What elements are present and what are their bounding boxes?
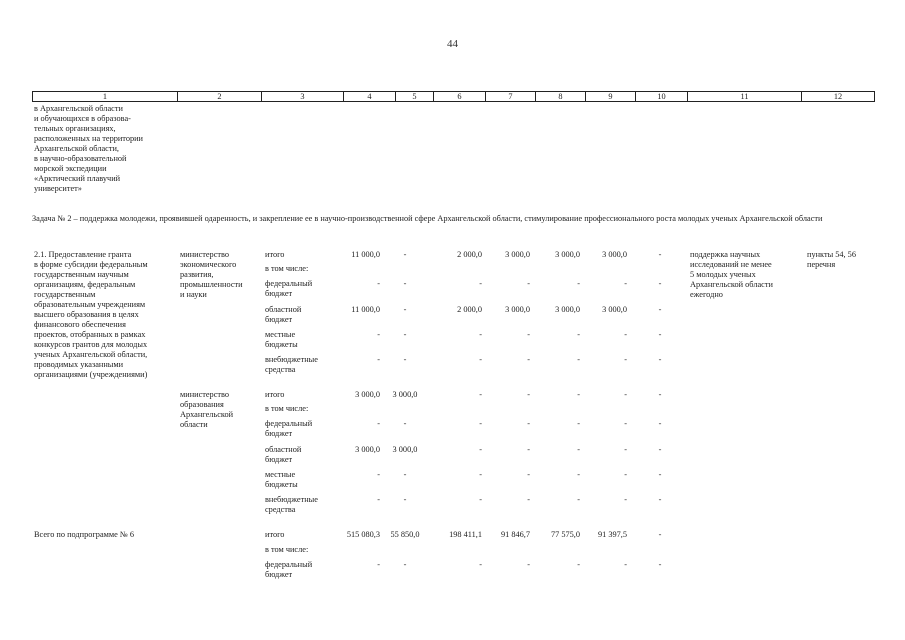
funding-value-col-9: -: [624, 470, 627, 479]
funding-source-label: [265, 279, 312, 299]
column-header-12: 12: [801, 92, 874, 101]
funding-value-col-9: -: [624, 330, 627, 339]
funding-value-col-7: 3 000,0: [505, 250, 530, 259]
funding-value-col-9: -: [624, 495, 627, 504]
funding-source-label: [265, 390, 284, 400]
funding-value-col-7: -: [527, 495, 530, 504]
text-line: в форме субсидии федеральным: [34, 260, 148, 269]
funding-value-col-9: -: [624, 445, 627, 454]
funding-value-col-6: -: [479, 279, 482, 288]
funding-value-col-4: 11 000,0: [351, 250, 380, 259]
funding-value-col-6: -: [479, 470, 482, 479]
page-number: 44: [447, 38, 458, 50]
reference-note: [807, 250, 856, 270]
funding-value-col-6: -: [479, 390, 482, 399]
text-line: финансового обеспечения: [34, 320, 126, 329]
funding-value-col-10: -: [658, 470, 662, 479]
funding-value-col-6: 2 000,0: [457, 305, 482, 314]
funding-value-col-7: -: [527, 419, 530, 428]
funding-value-col-4: -: [377, 330, 380, 339]
text-line: министерство: [180, 250, 230, 259]
funding-value-col-10: -: [658, 560, 662, 569]
text-line: местные: [265, 330, 296, 339]
text-line: внебюджетные: [265, 355, 318, 364]
text-line: расположенных на территории: [34, 134, 143, 143]
funding-value-col-4: 11 000,0: [351, 305, 380, 314]
text-line: образовательным учреждениям: [34, 300, 146, 309]
funding-value-col-5: -: [403, 305, 407, 314]
text-line: бюджет: [265, 315, 293, 324]
text-line: в том числе:: [265, 404, 309, 413]
text-line: в Архангельской области: [34, 104, 123, 113]
text-line: Архангельской области,: [34, 144, 119, 153]
funding-value-col-9: -: [624, 390, 627, 399]
text-line: экономического: [180, 260, 237, 269]
funding-source-label: [265, 530, 284, 540]
text-line: тельных организациях,: [34, 124, 116, 133]
subprogram-total-label: Всего по подпрограмме № 6: [34, 530, 135, 539]
text-line: конкурсов грантов для молодых: [34, 340, 148, 349]
text-line: местные: [265, 470, 296, 479]
funding-value-col-5: 3 000,0: [392, 445, 418, 454]
funding-value-col-5: -: [403, 560, 407, 569]
funding-value-col-4: -: [377, 560, 380, 569]
column-header-8: 8: [535, 92, 585, 101]
funding-value-col-6: -: [479, 419, 482, 428]
funding-value-col-6: -: [479, 495, 482, 504]
column-header-10: 10: [635, 92, 687, 101]
text-line: бюджет: [265, 455, 293, 464]
funding-value-col-4: -: [377, 495, 380, 504]
text-line: перечня: [807, 260, 836, 269]
text-line: проводимых указанными: [34, 360, 124, 369]
text-line: бюджеты: [265, 480, 298, 489]
funding-source-label: [265, 545, 308, 555]
funding-value-col-6: 2 000,0: [457, 250, 482, 259]
text-line: организациям, федеральным: [34, 280, 136, 289]
column-header-5: 5: [395, 92, 433, 101]
executor-ministry-economy: [180, 250, 243, 300]
text-line: в том числе:: [265, 264, 309, 273]
text-line: поддержка научных: [690, 250, 761, 259]
text-line: федеральный: [265, 419, 313, 428]
funding-value-col-9: 3 000,0: [602, 305, 627, 314]
column-header-9: 9: [585, 92, 635, 101]
funding-value-col-7: -: [527, 560, 530, 569]
task-heading: Задача № 2 – поддержка молодежи, проявившей одаренность, и закрепление ее в научно-производственной сфере Архангельской области, стимулирование профессионального роста молодых ученых Архангельской области: [32, 214, 823, 223]
funding-value-col-5: -: [403, 495, 407, 504]
funding-value-col-6: -: [479, 445, 482, 454]
funding-value-col-4: 3 000,0: [355, 445, 380, 454]
text-line: в том числе:: [265, 545, 309, 554]
funding-value-col-9: 3 000,0: [602, 250, 627, 259]
funding-value-col-4: -: [377, 419, 380, 428]
funding-value-col-7: -: [527, 390, 530, 399]
funding-source-label: [265, 330, 298, 350]
funding-value-col-8: 3 000,0: [555, 305, 580, 314]
text-line: федеральный: [265, 279, 313, 288]
text-line: ежегодно: [690, 290, 723, 299]
funding-value-col-10: -: [658, 250, 662, 259]
text-line: бюджет: [265, 429, 293, 438]
funding-value-col-7: -: [527, 279, 530, 288]
funding-value-col-8: -: [577, 495, 580, 504]
funding-value-col-8: 3 000,0: [555, 250, 580, 259]
text-line: государственным научным: [34, 270, 129, 279]
funding-value-col-9: -: [624, 355, 627, 364]
funding-value-col-10: -: [658, 419, 662, 428]
funding-value-col-5: 3 000,0: [392, 390, 418, 399]
funding-value-col-8: 77 575,0: [550, 530, 580, 539]
funding-value-col-5: -: [403, 279, 407, 288]
funding-value-col-6: 198 411,1: [449, 530, 482, 539]
text-line: в научно-образовательной: [34, 154, 127, 163]
column-header-2: 2: [177, 92, 261, 101]
funding-value-col-8: -: [577, 355, 580, 364]
text-line: проектов, отобранных в рамках: [34, 330, 146, 339]
expected-result: [690, 250, 773, 300]
funding-value-col-10: -: [658, 355, 662, 364]
text-line: высшего образования в целях: [34, 310, 139, 319]
funding-source-label: [265, 250, 284, 260]
text-line: областной: [265, 445, 302, 454]
funding-value-col-7: 91 846,7: [500, 530, 530, 539]
text-line: университет»: [34, 184, 82, 193]
funding-value-col-8: -: [577, 330, 580, 339]
funding-value-col-9: -: [624, 279, 627, 288]
measure-name: [34, 250, 148, 380]
text-line: «Арктический плавучий: [34, 174, 121, 183]
funding-value-col-9: -: [624, 560, 627, 569]
funding-value-col-4: 515 080,3: [346, 530, 380, 539]
column-header-7: 7: [485, 92, 535, 101]
funding-value-col-8: -: [577, 419, 580, 428]
funding-value-col-7: -: [527, 445, 530, 454]
text-line: области: [180, 420, 208, 429]
text-line: государственным: [34, 290, 96, 299]
text-line: образования: [180, 400, 224, 409]
text-line: бюджет: [265, 570, 293, 579]
text-line: организациями (учреждениями): [34, 370, 148, 379]
column-header-6: 6: [433, 92, 485, 101]
funding-value-col-7: -: [527, 330, 530, 339]
funding-value-col-10: -: [658, 279, 662, 288]
funding-value-col-7: -: [527, 470, 530, 479]
continued-measure-name: [34, 104, 143, 194]
funding-source-label: [265, 404, 308, 414]
text-line: итого: [265, 390, 285, 399]
text-line: промышленности: [180, 280, 243, 289]
text-line: бюджеты: [265, 340, 298, 349]
funding-source-label: [265, 560, 312, 580]
funding-value-col-6: -: [479, 355, 482, 364]
text-line: федеральный: [265, 560, 313, 569]
column-header-11: 11: [687, 92, 801, 101]
funding-value-col-4: -: [377, 470, 380, 479]
text-line: областной: [265, 305, 302, 314]
text-line: средства: [265, 365, 296, 374]
funding-value-col-5: -: [403, 419, 407, 428]
funding-value-col-6: -: [479, 330, 482, 339]
text-line: морской экспедиции: [34, 164, 107, 173]
funding-value-col-10: -: [658, 530, 662, 539]
column-header-4: 4: [343, 92, 395, 101]
text-line: средства: [265, 505, 296, 514]
funding-source-label: [265, 445, 301, 465]
funding-value-col-10: -: [658, 495, 662, 504]
text-line: пункты 54, 56: [807, 250, 856, 259]
funding-value-col-6: -: [479, 560, 482, 569]
text-line: бюджет: [265, 289, 293, 298]
funding-value-col-10: -: [658, 390, 662, 399]
funding-value-col-8: -: [577, 390, 580, 399]
text-line: Архангельской: [180, 410, 234, 419]
text-line: министерство: [180, 390, 230, 399]
funding-value-col-9: -: [624, 419, 627, 428]
funding-value-col-8: -: [577, 445, 580, 454]
funding-value-col-8: -: [577, 560, 580, 569]
funding-source-label: [265, 305, 301, 325]
funding-value-col-4: -: [377, 279, 380, 288]
funding-value-col-5: 55 850,0: [390, 530, 420, 539]
funding-value-col-8: -: [577, 279, 580, 288]
funding-value-col-10: -: [658, 445, 662, 454]
text-line: и обучающихся в образова-: [34, 114, 131, 123]
column-header-3: 3: [261, 92, 343, 101]
text-line: Архангельской области: [690, 280, 773, 289]
column-header-row: [32, 91, 875, 102]
funding-source-label: [265, 264, 308, 274]
funding-value-col-9: 91 397,5: [597, 530, 627, 539]
text-line: развития,: [180, 270, 214, 279]
text-line: итого: [265, 530, 285, 539]
funding-value-col-5: -: [403, 330, 407, 339]
text-line: 2.1. Предоставление гранта: [34, 250, 132, 259]
text-line: ученых Архангельской области,: [34, 350, 148, 359]
text-line: итого: [265, 250, 285, 259]
executor-ministry-education: [180, 390, 233, 430]
funding-value-col-5: -: [403, 355, 407, 364]
funding-source-label: [265, 419, 312, 439]
funding-value-col-4: -: [377, 355, 380, 364]
column-header-1: 1: [102, 92, 108, 101]
text-line: 5 молодых ученых: [690, 270, 756, 279]
text-line: внебюджетные: [265, 495, 318, 504]
funding-value-col-5: -: [403, 470, 407, 479]
funding-value-col-10: -: [658, 305, 662, 314]
funding-value-col-5: -: [403, 250, 407, 259]
funding-source-label: [265, 470, 298, 490]
text-line: исследований не менее: [690, 260, 772, 269]
funding-value-col-7: -: [527, 355, 530, 364]
funding-value-col-7: 3 000,0: [505, 305, 530, 314]
funding-value-col-4: 3 000,0: [355, 390, 380, 399]
text-line: и науки: [180, 290, 207, 299]
funding-value-col-8: -: [577, 470, 580, 479]
funding-value-col-10: -: [658, 330, 662, 339]
